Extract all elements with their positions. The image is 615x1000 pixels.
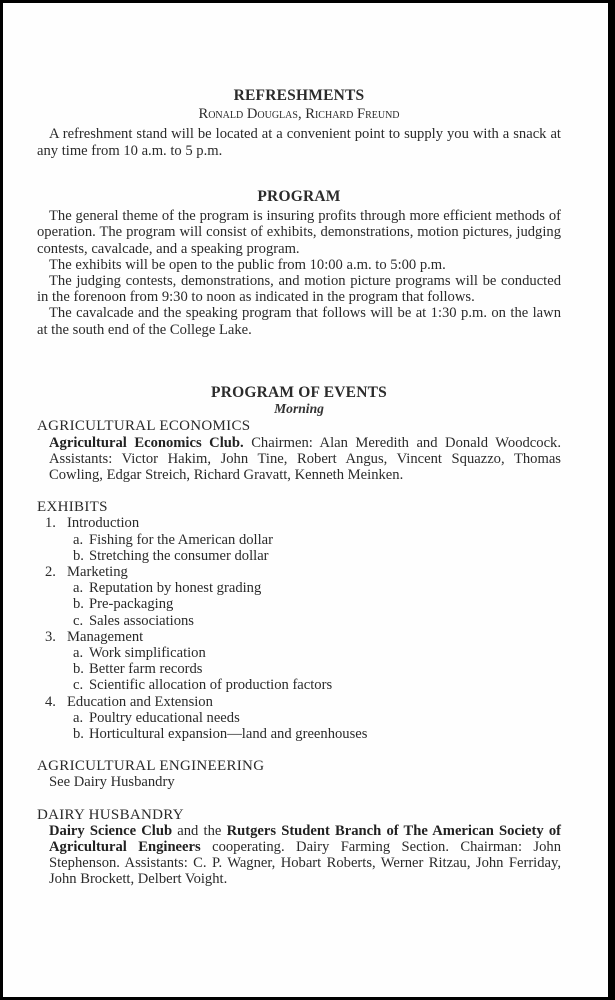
- subitem-letter: a.: [73, 645, 84, 662]
- exhibit-item: [37, 515, 561, 531]
- dairy-details: cooperating. Dairy Farming Section. Chairman: John Stephenson. Assistants: C. P. Wagner, Hobart Roberts, Werner Ritzau, John Ferriday, John Brockett, Delbert Voight.: [49, 839, 561, 888]
- dairy-connector: and the: [172, 822, 227, 839]
- subitem-label: Work simplification: [89, 645, 206, 662]
- item-number: 1.: [45, 515, 56, 532]
- exhibit-subitem: [37, 596, 561, 612]
- refreshments-section: [37, 88, 561, 159]
- item-number: 2.: [45, 564, 56, 581]
- ag-econ-details: Chairmen: Alan Meredith and Donald Woodcock. Assistants: Victor Hakim, John Tine, Robert Angus, Vincent Squazzo, Thomas Cowling, Edgar Streich, Richard Gravatt, Kenneth Meinken.: [49, 434, 561, 484]
- exhibit-item: [37, 694, 561, 710]
- subitem-letter: b.: [73, 726, 84, 743]
- subitem-letter: a.: [73, 709, 84, 726]
- events-title: PROGRAM OF EVENTS: [211, 384, 387, 401]
- subitem-letter: c.: [73, 677, 84, 694]
- exhibit-subitem: [37, 710, 561, 726]
- item-label: Education and Extension: [67, 693, 213, 710]
- exhibits-heading: EXHIBITS: [37, 499, 108, 516]
- events-subtitle: Morning: [274, 401, 324, 417]
- dairy-text: [37, 823, 561, 888]
- exhibit-subitem: [37, 532, 561, 548]
- subitem-label: Better farm records: [89, 661, 203, 678]
- document-page: [3, 3, 608, 997]
- subitem-label: Horticultural expansion—land and greenhouses: [89, 726, 368, 743]
- item-label: Marketing: [67, 564, 128, 581]
- ag-econ-text: [37, 435, 561, 484]
- exhibit-subitem: [37, 580, 561, 596]
- ag-econ-club: Agricultural Economics Club.: [49, 434, 244, 451]
- exhibit-item: [37, 564, 561, 580]
- ag-eng-text: See Dairy Husbandry: [49, 774, 175, 791]
- subitem-letter: b.: [73, 596, 84, 613]
- subitem-letter: a.: [73, 580, 84, 597]
- item-label: Introduction: [67, 515, 140, 532]
- item-number: 4.: [45, 693, 56, 710]
- subitem-letter: b.: [73, 547, 84, 564]
- events-section: [37, 385, 561, 888]
- exhibit-subitem: [37, 677, 561, 693]
- exhibit-subitem: [37, 613, 561, 629]
- item-label: Management: [67, 628, 144, 645]
- ag-econ-heading: AGRICULTURAL ECONOMICS: [37, 418, 251, 435]
- program-title: PROGRAM: [257, 188, 341, 205]
- subitem-letter: b.: [73, 661, 84, 678]
- program-paragraph: The judging contests, demonstrations, and motion picture programs will be conducted in the forenoon from 9:30 to noon as indicated in the program that follows.: [37, 273, 561, 306]
- exhibit-subitem: [37, 726, 561, 742]
- exhibits-list: [37, 515, 561, 742]
- exhibit-item: [37, 629, 561, 645]
- refreshments-text: A refreshment stand will be located at a convenient point to supply you with a snack at any time from 10 a.m. to 5 p.m.: [37, 126, 561, 159]
- asae-branch: Rutgers Student Branch of The American Society of Agricultural Engineers: [49, 822, 561, 856]
- ag-eng-heading: AGRICULTURAL ENGINEERING: [37, 758, 265, 775]
- subitem-label: Poultry educational needs: [89, 709, 240, 726]
- exhibit-subitem: [37, 661, 561, 677]
- subitem-label: Sales associations: [89, 612, 194, 629]
- item-number: 3.: [45, 628, 56, 645]
- subitem-label: Stretching the consumer dollar: [89, 547, 269, 564]
- exhibit-subitem: [37, 548, 561, 564]
- program-paragraph: The exhibits will be open to the public from 10:00 a.m. to 5:00 p.m.: [49, 256, 446, 273]
- program-paragraph: The general theme of the program is insuring profits through more efficient methods of operation. The program will consist of exhibits, demonstrations, motion pictures, judging contests, cavalcade, and a speaking program.: [37, 208, 561, 257]
- subitem-letter: a.: [73, 531, 84, 548]
- subitem-label: Scientific allocation of production factors: [89, 677, 333, 694]
- subitem-label: Pre-packaging: [89, 596, 174, 613]
- refreshments-title: REFRESHMENTS: [233, 87, 365, 104]
- dairy-heading: DAIRY HUSBANDRY: [37, 806, 184, 823]
- refreshments-names: Ronald Douglas, Richard Freund: [198, 106, 400, 123]
- program-paragraph: The cavalcade and the speaking program that follows will be at 1:30 p.m. on the lawn at the south end of the College Lake.: [37, 305, 561, 338]
- subitem-label: Fishing for the American dollar: [89, 531, 274, 548]
- subitem-letter: c.: [73, 612, 84, 629]
- program-section: [37, 189, 561, 338]
- dairy-club: Dairy Science Club: [49, 822, 173, 839]
- exhibit-subitem: [37, 645, 561, 661]
- subitem-label: Reputation by honest grading: [89, 580, 262, 597]
